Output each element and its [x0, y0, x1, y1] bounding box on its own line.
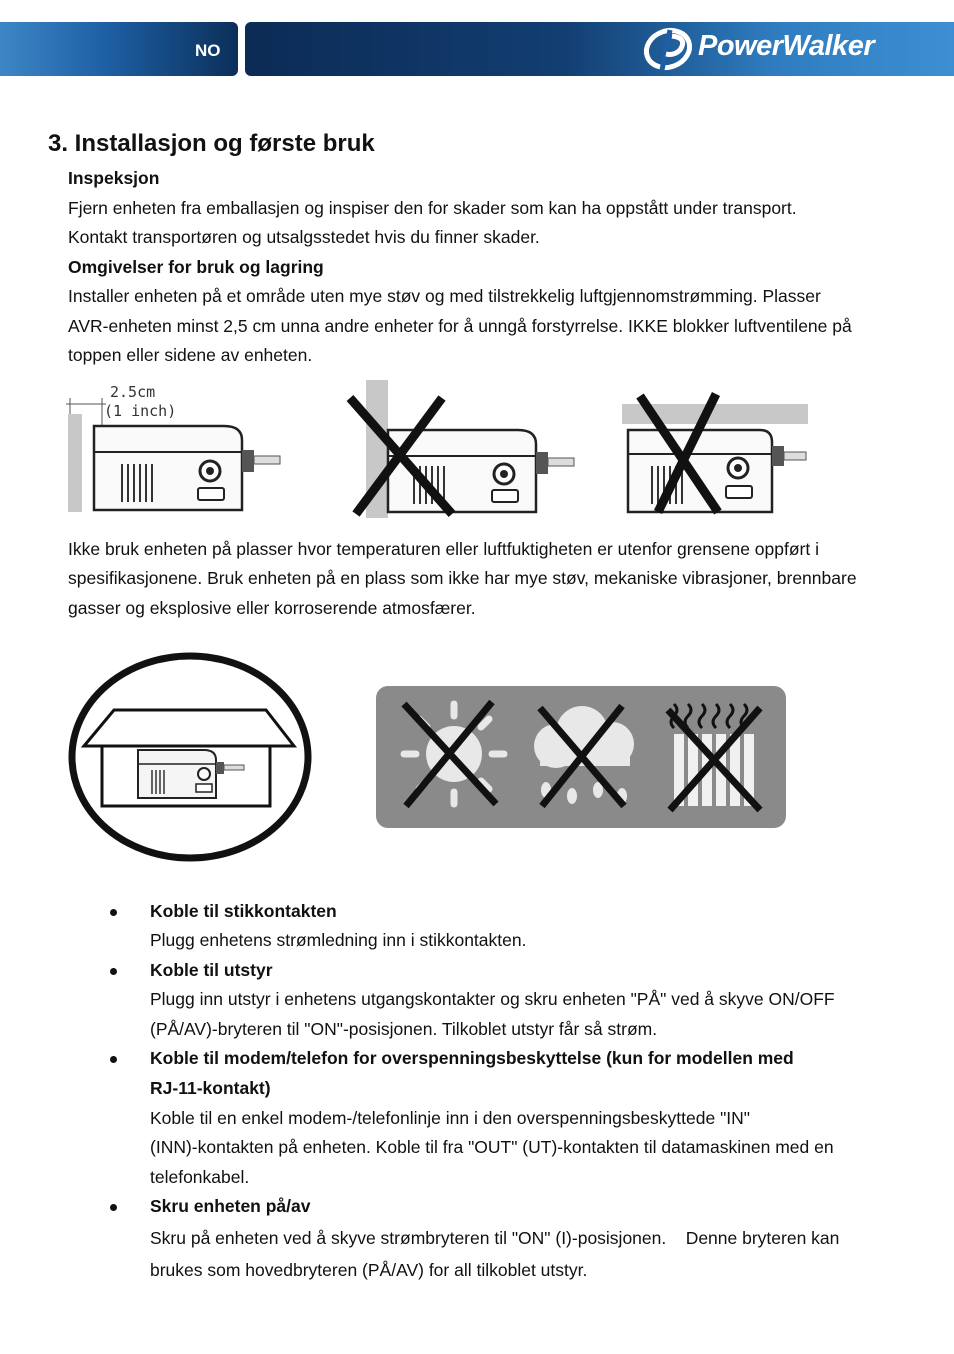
bullet-title: Koble til utstyr	[150, 960, 273, 980]
paragraph-line: Ikke bruk enheten på plasser hvor temperaturen eller luftfuktigheten er utenfor grensene oppført i	[68, 539, 819, 559]
paragraph-line: Kontakt transportøren og utsalgsstedet hvis du finner skader.	[68, 227, 540, 247]
clearance-illustration-wall-x	[342, 380, 578, 520]
brand-logo-text: PowerWalker	[698, 30, 875, 62]
dimension-cm-label: 2.5cm	[110, 383, 156, 401]
bullet-marker	[110, 1204, 117, 1211]
bullet-body: Plugg enhetens strømledning inn i stikkontakten.	[150, 930, 527, 950]
bullet-body: Skru på enheten ved å skyve strømbryteren til "ON" (I)-posisjonen. Denne bryteren kan	[150, 1228, 840, 1248]
language-label: NO	[195, 41, 221, 60]
bullet-body: (PÅ/AV)-bryteren til "ON"-posisjonen. Tilkoblet utstyr får så strøm.	[150, 1019, 658, 1039]
bullet-marker	[110, 909, 117, 916]
clearance-illustration-ok	[64, 380, 286, 516]
bullet-title: Koble til stikkontakten	[150, 901, 337, 921]
bullet-body: (INN)-kontakten på enheten. Koble til fra "OUT" (UT)-kontakten til datamaskinen med en	[150, 1137, 834, 1157]
bullet-body: Plugg inn utstyr i enhetens utgangskontakter og skru enheten "PÅ" ved å skyve ON/OFF	[150, 989, 835, 1009]
indoor-use-illustration	[66, 650, 314, 864]
paragraph-line: Fjern enheten fra emballasjen og inspiser den for skader som kan ha oppstått under transport.	[68, 198, 797, 218]
bullet-body: brukes som hovedbryteren (PÅ/AV) for all tilkoblet utstyr.	[150, 1260, 588, 1280]
clearance-illustration-top-x	[618, 390, 812, 516]
page-title: 3. Installasjon og første bruk	[48, 130, 375, 157]
powerwalker-logo-icon	[642, 26, 698, 72]
dimension-inch-label: (1 inch)	[104, 402, 177, 420]
environment-warning-panel	[376, 686, 786, 828]
paragraph-line: Installer enheten på et område uten mye støv og med tilstrekkelig luftgjennomstrømming. Plasser	[68, 286, 821, 306]
paragraph-line: spesifikasjonene. Bruk enheten på en plass som ikke har mye støv, mekaniske vibrasjoner, brennbare	[68, 568, 857, 588]
bullet-title: Skru enheten på/av	[150, 1196, 311, 1216]
bullet-title: RJ-11-kontakt)	[150, 1078, 271, 1098]
paragraph-line: gasser og eksplosive eller korroserende atmosfærer.	[68, 598, 476, 618]
section-heading-omgivelser: Omgivelser for bruk og lagring	[68, 257, 324, 277]
paragraph-line: AVR-enheten minst 2,5 cm unna andre enheter for å unngå forstyrrelse. IKKE blokker luftventilene på	[68, 316, 852, 336]
paragraph-line: toppen eller sidene av enheten.	[68, 345, 313, 365]
section-heading-inspeksjon: Inspeksjon	[68, 168, 160, 188]
bullet-body: telefonkabel.	[150, 1167, 250, 1187]
bullet-marker	[110, 968, 117, 975]
bullet-marker	[110, 1056, 117, 1063]
bullet-title: Koble til modem/telefon for overspenningsbeskyttelse (kun for modellen med	[150, 1048, 794, 1068]
bullet-body: Koble til en enkel modem-/telefonlinje inn i den overspenningsbeskyttede "IN"	[150, 1108, 750, 1128]
